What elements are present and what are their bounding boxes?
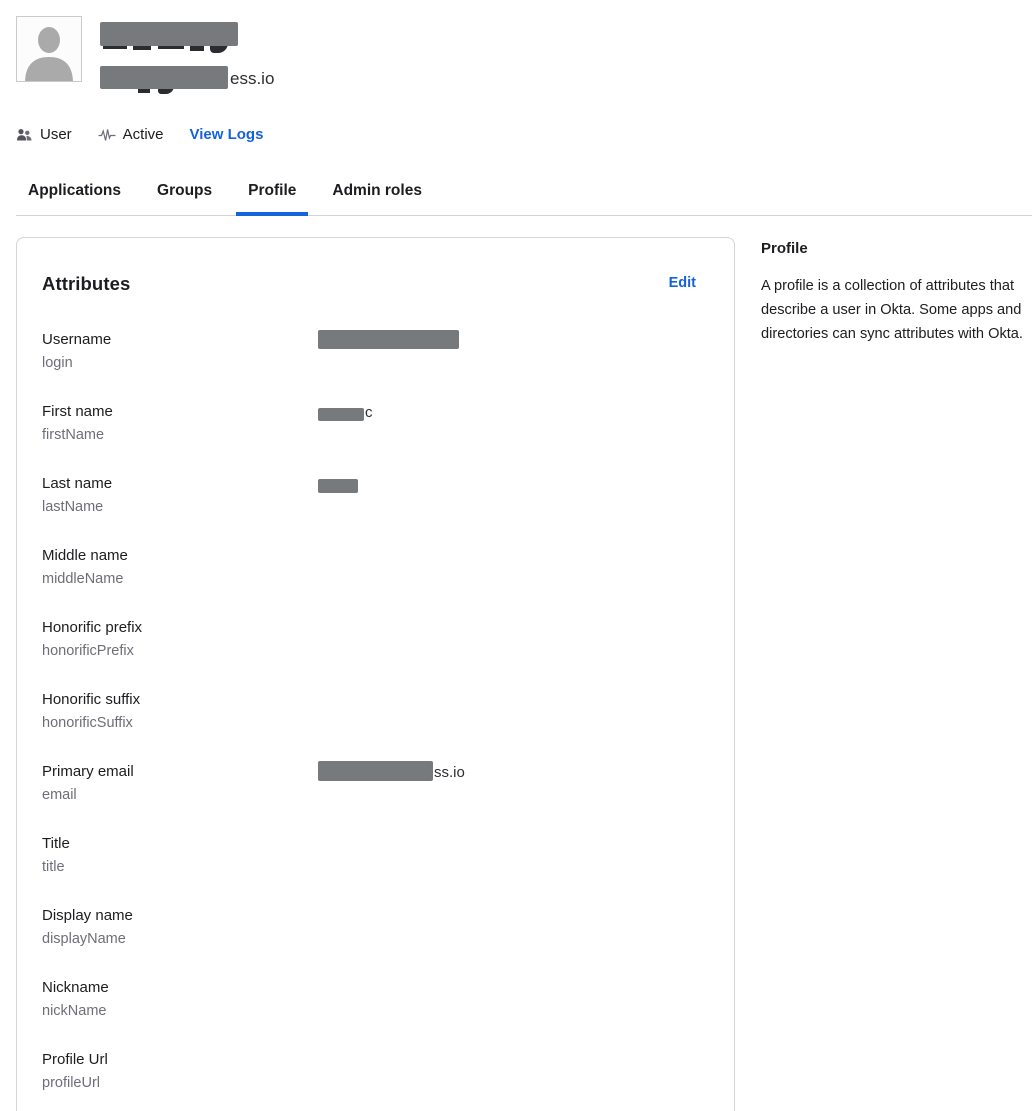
attribute-variable-name: login (42, 355, 73, 371)
redaction-bar (100, 22, 238, 46)
profile-help-description: A profile is a collection of attributes that describe a user in Okta. Some apps and directories can sync attributes with Okta. (761, 278, 1023, 342)
attribute-row-email (42, 763, 709, 804)
user-email-visible-suffix: ess.io (230, 69, 275, 88)
tab-admin-roles[interactable]: Admin roles (332, 182, 422, 199)
attribute-labels (42, 979, 318, 1020)
attribute-row-honorificPrefix (42, 619, 709, 660)
attribute-row-title (42, 835, 709, 876)
profile-help-title: Profile (761, 240, 808, 257)
attribute-label: Honorific prefix (42, 619, 143, 636)
attribute-labels (42, 403, 318, 444)
attribute-variable-name: email (42, 787, 77, 803)
attribute-value (318, 473, 358, 493)
attribute-value-visible-suffix: ss.io (434, 764, 465, 781)
attribute-row-nickName (42, 979, 709, 1020)
user-display-name-redacted (100, 22, 238, 46)
attribute-label: Last name (42, 475, 113, 492)
redaction-bar (100, 66, 228, 89)
attributes-card-header (42, 273, 709, 295)
user-type-label: User (40, 126, 72, 143)
attribute-label: Title (42, 835, 70, 852)
attribute-labels (42, 835, 318, 876)
attribute-labels (42, 763, 318, 804)
attribute-label: Middle name (42, 547, 128, 564)
attributes-list (42, 331, 709, 1092)
attribute-value (318, 401, 373, 421)
attribute-label: Display name (42, 907, 133, 924)
user-status-row (16, 126, 263, 143)
attribute-labels (42, 475, 318, 516)
attribute-variable-name: middleName (42, 571, 124, 587)
attribute-row-firstName (42, 403, 709, 444)
attribute-value-visible-suffix: c (365, 404, 373, 421)
avatar (16, 16, 82, 82)
attribute-label: Primary email (42, 763, 134, 780)
view-logs-link[interactable]: View Logs (189, 126, 264, 143)
attribute-variable-name: lastName (42, 499, 104, 515)
attribute-variable-name: title (42, 859, 65, 875)
user-state (98, 126, 164, 143)
profile-tabs (16, 176, 1032, 216)
attribute-labels (42, 331, 318, 372)
user-email-redacted (100, 66, 228, 89)
attribute-variable-name: nickName (42, 1003, 107, 1019)
attribute-row-honorificSuffix (42, 691, 709, 732)
attribute-value (318, 329, 459, 349)
redaction-bar (318, 330, 459, 349)
attribute-label: Honorific suffix (42, 691, 141, 708)
attribute-row-displayName (42, 907, 709, 948)
attribute-variable-name: honorificSuffix (42, 715, 133, 731)
attribute-label: First name (42, 403, 113, 420)
edit-attributes-link[interactable]: Edit (668, 275, 696, 291)
tab-applications[interactable]: Applications (28, 182, 122, 199)
person-silhouette-icon (17, 17, 81, 81)
attribute-label: Profile Url (42, 1051, 108, 1068)
attribute-labels (42, 1051, 318, 1092)
attributes-title: Attributes (42, 273, 131, 294)
user-icon (16, 127, 33, 143)
attributes-card (16, 237, 735, 1111)
attribute-row-lastName (42, 475, 709, 516)
attribute-variable-name: firstName (42, 427, 105, 443)
attribute-variable-name: displayName (42, 931, 126, 947)
tab-groups[interactable]: Groups (157, 182, 213, 199)
user-state-label: Active (122, 126, 164, 143)
redaction-bar (318, 479, 358, 493)
attribute-labels (42, 691, 318, 732)
attribute-label: Nickname (42, 979, 109, 996)
attribute-labels (42, 907, 318, 948)
attribute-value (318, 761, 465, 781)
attribute-row-login (42, 331, 709, 372)
attribute-labels (42, 547, 318, 588)
activity-pulse-icon (98, 128, 116, 142)
attribute-labels (42, 619, 318, 660)
redaction-bar (318, 408, 364, 421)
attribute-label: Username (42, 331, 112, 348)
tab-profile[interactable]: Profile (236, 176, 308, 216)
profile-help-panel (761, 240, 1023, 346)
attribute-row-middleName (42, 547, 709, 588)
attribute-variable-name: honorificPrefix (42, 643, 134, 659)
attribute-variable-name: profileUrl (42, 1075, 101, 1091)
redaction-bar (318, 761, 433, 781)
user-type (16, 126, 72, 143)
attribute-row-profileUrl (42, 1051, 709, 1092)
user-email (100, 65, 274, 89)
